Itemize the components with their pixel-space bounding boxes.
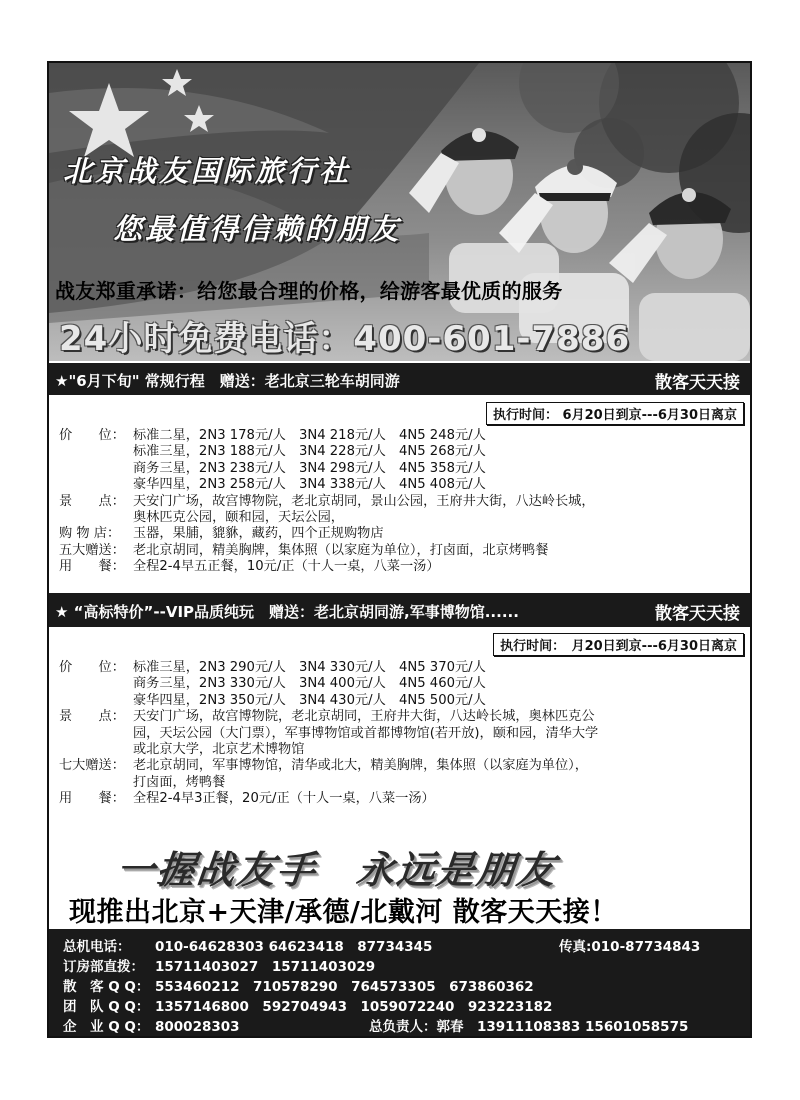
detail-label: 五大赠送：: [59, 542, 125, 558]
tour1-details: [59, 428, 595, 576]
contact-row-main: [63, 935, 432, 955]
detail-row: [59, 693, 598, 709]
detail-row: [59, 444, 595, 460]
contact-panel: [49, 929, 750, 1036]
detail-row: [59, 775, 598, 791]
detail-text: 园，天坛公园（大门票），军事博物馆或首都博物馆(若开放)，颐和园，清华大学: [133, 725, 599, 741]
detail-label: [59, 775, 133, 791]
main-phone-numbers[interactable]: 010-64628303 64623418 87734345: [155, 939, 433, 955]
detail-text: 打卤面，烤鸭餐: [133, 774, 226, 790]
detail-row: [59, 494, 595, 510]
detail-label: [59, 461, 133, 477]
detail-text: 豪华四星，2N3 350元/人 3N4 430元/人 4N5 500元/人: [133, 692, 486, 708]
detail-label: [59, 510, 133, 526]
detail-label: [59, 444, 133, 460]
service-promise: 战友郑重承诺：给您最合理的价格，给游客最优质的服务: [55, 279, 563, 303]
detail-label: [59, 742, 133, 758]
detail-row: [59, 461, 595, 477]
detail-text: 老北京胡同，精美胸牌，集体照（以家庭为单位），打卤面，北京烤鸭餐: [133, 542, 549, 558]
tour2-header-bar: [49, 593, 750, 627]
detail-label: 用 餐：: [59, 559, 125, 575]
handshake-slogan: 一握战友手 永远是朋友: [114, 848, 559, 892]
detail-text: 豪华四星，2N3 258元/人 3N4 338元/人 4N5 408元/人: [133, 477, 486, 493]
detail-row: [59, 709, 598, 725]
detail-text: 奥林匹克公园，颐和园，天坛公园，: [133, 510, 344, 526]
detail-text: 全程2-4早3正餐，20元/正（十人一桌，八菜一汤）: [133, 791, 435, 807]
tour2-badge: 散客天天接: [655, 604, 740, 624]
detail-row: [59, 559, 595, 575]
hero-banner: [49, 63, 750, 361]
fax-number[interactable]: 传真:010-87734843: [559, 939, 701, 955]
main-phone-label: 总机电话：: [63, 939, 131, 955]
detail-row: [59, 726, 598, 742]
agency-name: 北京战友国际旅行社: [63, 154, 352, 188]
detail-label: [59, 693, 133, 709]
tour1-header-bar: [49, 363, 750, 395]
tour1-badge: 散客天天接: [655, 373, 740, 393]
corp-qq-label: 企 业 Q Q：: [63, 1019, 150, 1035]
detail-text: 或北京大学，北京艺术博物馆: [133, 742, 305, 758]
detail-label: [59, 477, 133, 493]
detail-label: 价 位：: [59, 660, 125, 675]
detail-label: [59, 726, 133, 742]
contact-row-booking: [63, 955, 375, 975]
detail-row: [59, 660, 598, 676]
detail-row: [59, 543, 595, 559]
corp-qq-number[interactable]: 800028303: [155, 1019, 240, 1035]
group-qq-label: 团 队 Q Q：: [63, 999, 150, 1015]
detail-text: 标准三星，2N3 188元/人 3N4 228元/人 4N5 268元/人: [133, 444, 486, 460]
solo-qq-label: 散 客 Q Q：: [63, 979, 150, 995]
detail-label: 景 点：: [59, 493, 125, 509]
tour2-title: ★ “高标特价”--VIP品质纯玩 赠送：老北京胡同游,军事博物馆......: [55, 603, 519, 621]
detail-label: 用 餐：: [59, 791, 125, 807]
manager-contact[interactable]: 总负责人：郭春 13911108383 15601058575: [369, 1019, 689, 1035]
detail-row: [59, 758, 598, 774]
detail-row: [59, 676, 598, 692]
group-qq-numbers[interactable]: 1357146800 592704943 1059072240 923223182: [155, 999, 553, 1015]
detail-label: [59, 676, 133, 692]
contact-row-group-qq: [63, 995, 552, 1015]
solo-qq-numbers[interactable]: 553460212 710578290 764573305 673860362: [155, 979, 534, 995]
detail-row: [59, 526, 595, 542]
detail-text: 天安门广场，故宫博物院，老北京胡同，王府井大街，八达岭长城，奥林匹克公: [133, 709, 595, 725]
detail-row: [59, 477, 595, 493]
agency-motto: 您最值得信赖的朋友: [113, 212, 402, 246]
routes-slogan: 现推出北京+天津/承德/北戴河 散客天天接！: [69, 897, 618, 928]
soldier-figure: [609, 188, 750, 361]
detail-row: [59, 428, 595, 444]
detail-row: [59, 791, 598, 807]
tour1-title: ★"6月下旬" 常规行程 赠送：老北京三轮车胡同游: [55, 372, 400, 390]
free-hotline[interactable]: 24小时免费电话：400-601-7886: [59, 319, 631, 359]
tour2-exec-time: 执行时间： 月20日到京---6月30日离京: [493, 633, 744, 656]
detail-text: 商务三星，2N3 238元/人 3N4 298元/人 4N5 358元/人: [133, 460, 486, 476]
detail-row: [59, 742, 598, 758]
detail-text: 老北京胡同，军事博物馆，清华或北大，精美胸牌，集体照（以家庭为单位），: [133, 758, 588, 774]
detail-text: 天安门广场，故宫博物院，老北京胡同，景山公园，王府井大街，八达岭长城，: [133, 493, 595, 509]
detail-text: 标准二星，2N3 178元/人 3N4 218元/人 4N5 248元/人: [133, 428, 486, 443]
tour1-exec-time: 执行时间： 6月20日到京---6月30日离京: [486, 402, 744, 425]
contact-row-corp-qq: [63, 1015, 240, 1035]
flyer-frame: [47, 61, 752, 1038]
detail-row: [59, 510, 595, 526]
detail-text: 全程2-4早五正餐，10元/正（十人一桌，八菜一汤）: [133, 559, 440, 575]
detail-text: 标准三星，2N3 290元/人 3N4 330元/人 4N5 370元/人: [133, 660, 486, 675]
detail-text: 玉器，果脯，貔貅，藏药，四个正规购物店: [133, 526, 384, 542]
tour2-details: [59, 660, 598, 808]
detail-text: 商务三星，2N3 330元/人 3N4 400元/人 4N5 460元/人: [133, 676, 486, 692]
booking-label: 订房部直拨：: [63, 959, 144, 975]
detail-label: 景 点：: [59, 709, 125, 725]
contact-row-solo-qq: [63, 975, 534, 995]
booking-numbers[interactable]: 15711403027 15711403029: [155, 959, 376, 975]
detail-label: 购 物 店：: [59, 526, 121, 542]
detail-label: 价 位：: [59, 428, 125, 443]
detail-label: 七大赠送：: [59, 758, 125, 774]
